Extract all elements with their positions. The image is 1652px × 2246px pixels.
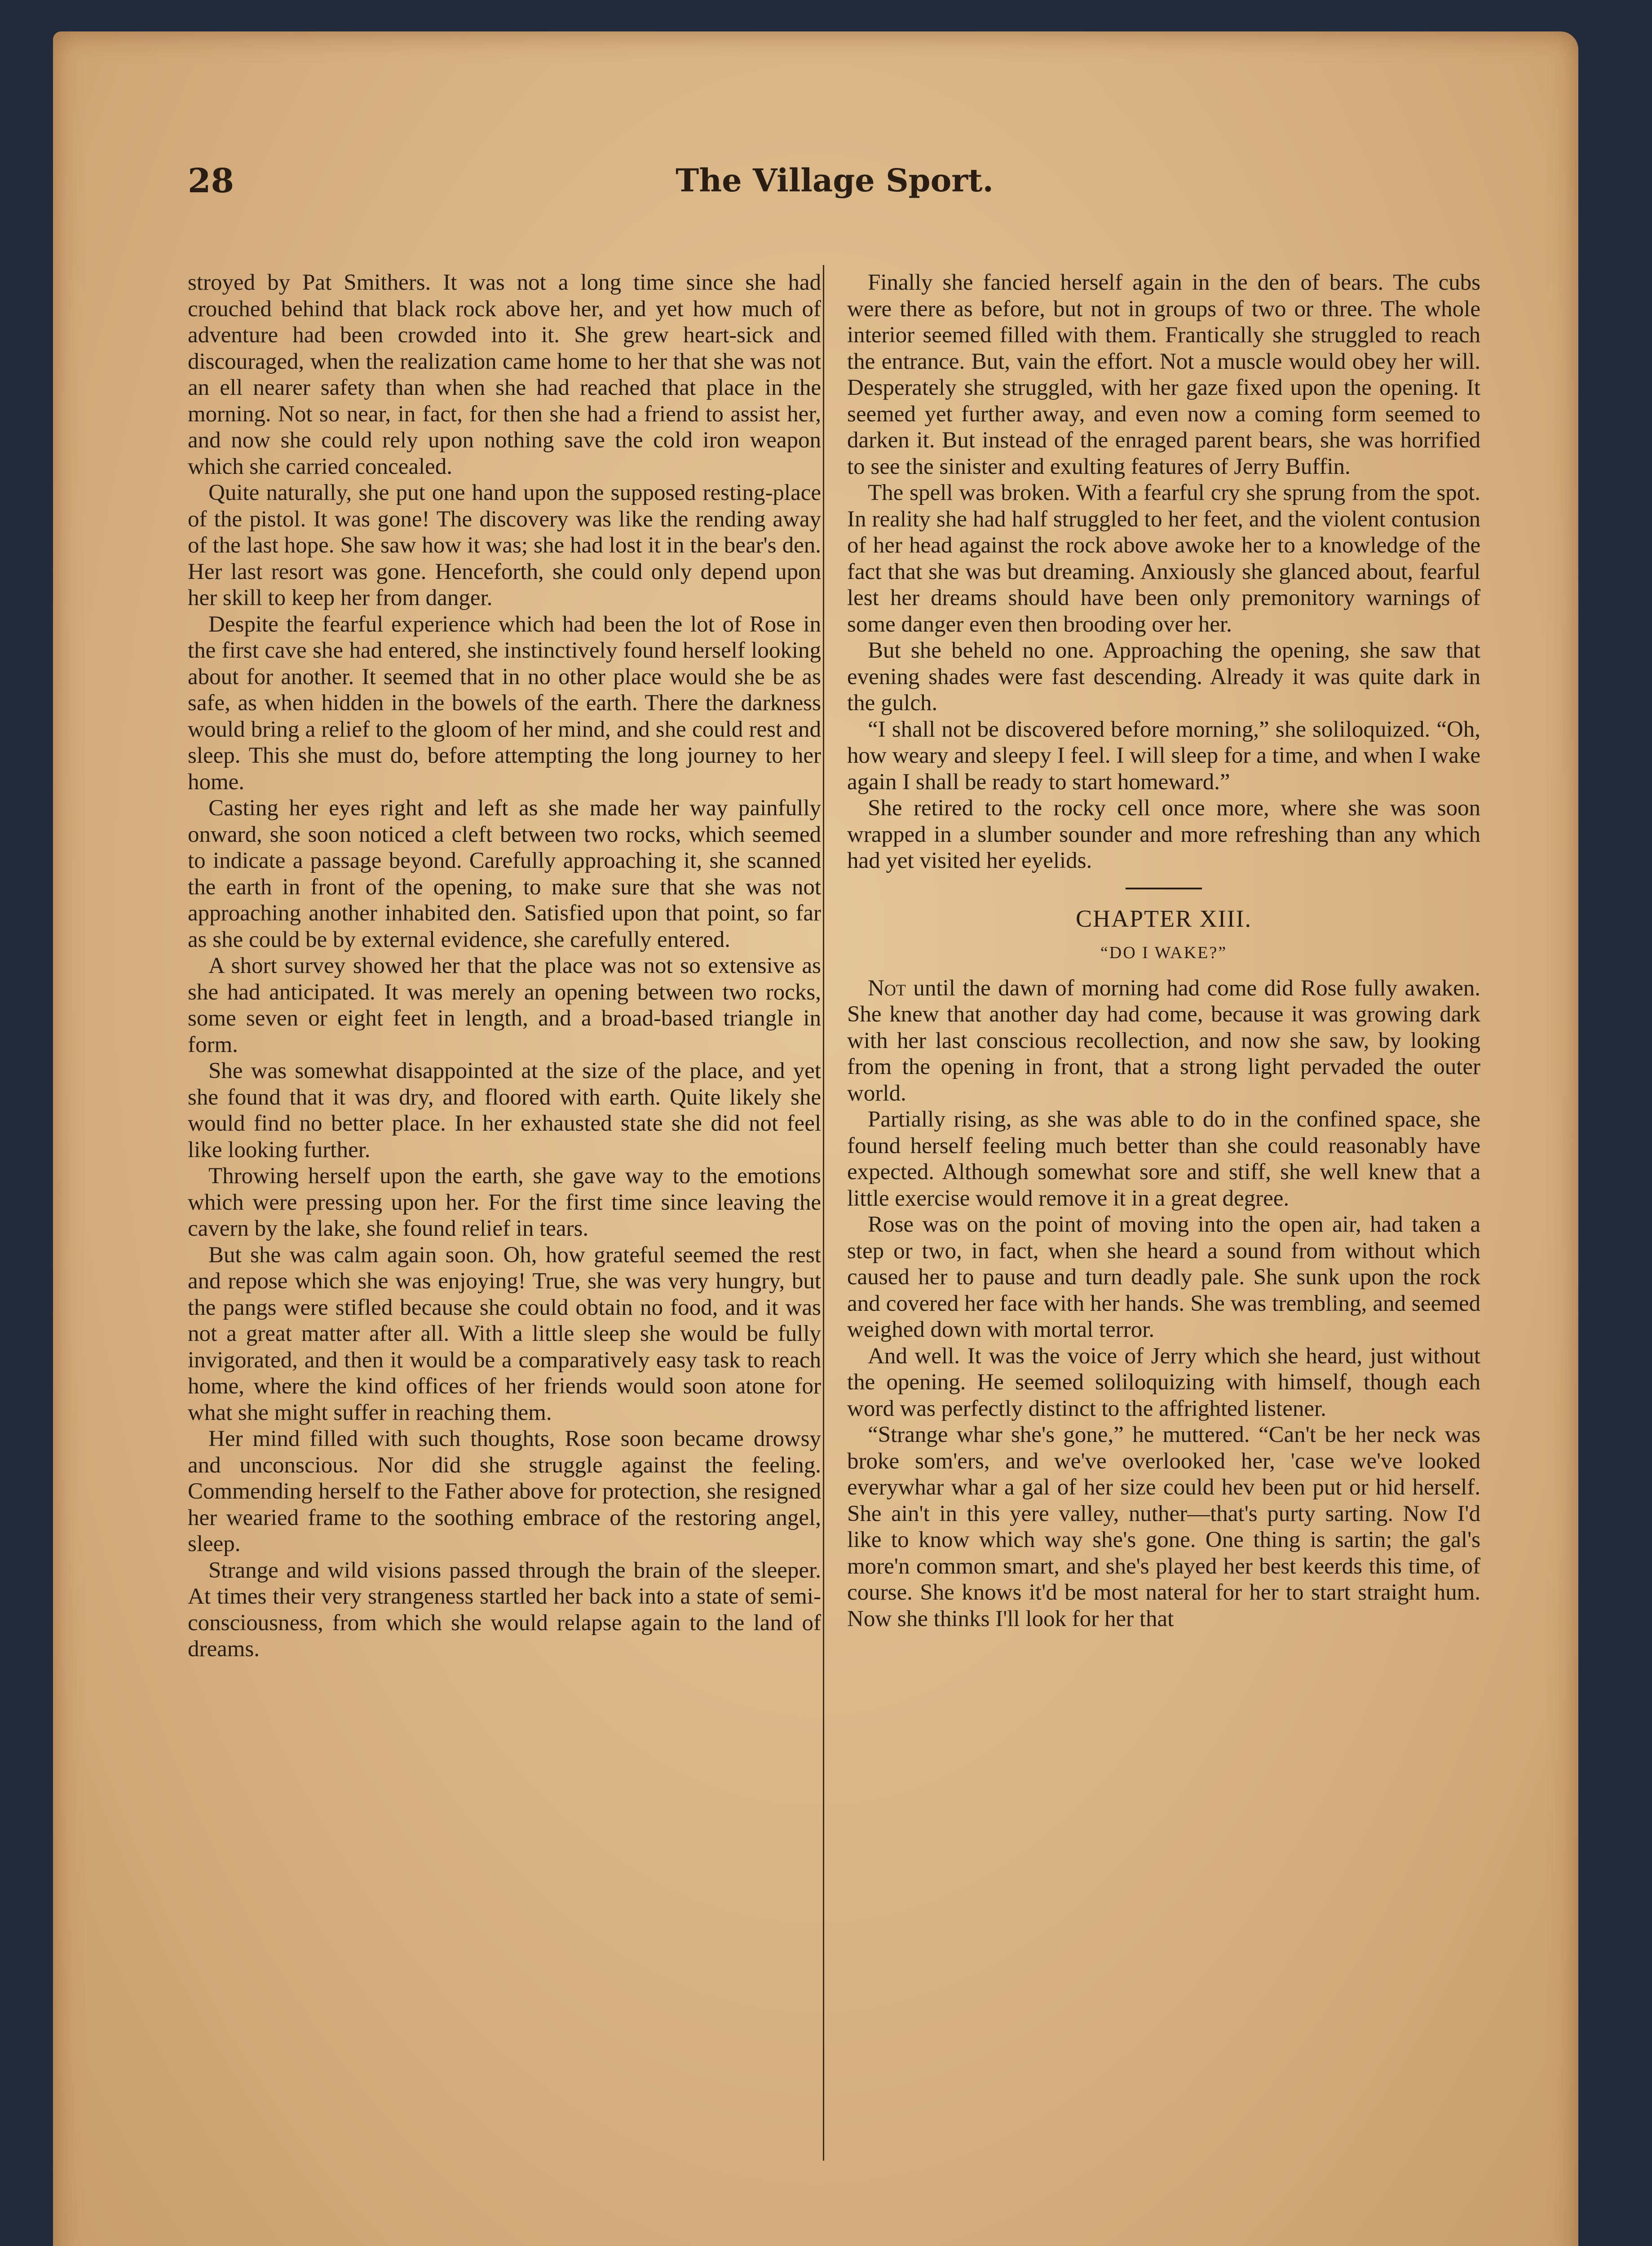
paragraph: She retired to the rocky cell once more, where she was soon wrapped in a slumber sounder and more refreshing than any which had yet visited her eyelids. (847, 796, 1480, 873)
paragraph: “I shall not be discovered before morning,” she soliloquized. “Oh, how weary and sleepy I feel. I will sleep for a time, and when I wake again I shall be ready to start homeward.” (847, 716, 1480, 795)
paragraph: Casting her eyes right and left as she made her way painfully onward, she soon noticed a cleft between two rocks, which seemed to indicate a passage beyond. Carefully approaching it, she scanned the earth in front of the opening, to make sure that she was not approaching another inhabited den. Satisfied upon that point, so far as she could be by external evidence, she carefully entered. (188, 796, 821, 952)
page-number: 28 (188, 162, 234, 200)
paragraph: The spell was broken. With a fearful cry she sprung from the spot. In reality she had half struggled to her feet, and the violent contusion of her head against the rock above awoke her to a knowledge of the fact that she was but dreaming. Anxiously she glanced about, fearful lest her dreams should have been only premonitory warnings of some danger even then brooding over her. (847, 480, 1480, 637)
paragraph: “Strange whar she's gone,” he muttered. “Can't be her neck was broke som'ers, and we've overlooked her, 'case we've looked everywhar whar a gal of her size could hev been put or hid herself. She ain't in this yere valley, nuther—that's purty sarting. Now I'd like to know which way she's gone. One thing is sartin; the gal's more'n common smart, and she's played her best keerds this time, of course. She knows it'd be most nateral for her to start straight hum. Now she thinks I'll look for her that (847, 1422, 1480, 1631)
paragraph: A short survey showed her that the place was not so extensive as she had anticipated. It was merely an opening between two rocks, some seven or eight feet in length, and a broad-based triangle in form. (188, 953, 821, 1057)
paragraph: But she was calm again soon. Oh, how grateful seemed the rest and repose which she was enjoying! True, she was very hungry, but the pangs were stifled because she could obtain no food, and it was not a great matter after all. With a little sleep she would be fully invigorated, and then it would be a comparatively easy task to reach home, where the kind offices of her friends would soon atone for what she might suffer in reaching them. (188, 1242, 821, 1425)
paragraph: Strange and wild visions passed through the brain of the sleeper. At times their very strangeness startled her back into a state of semi-consciousness, from which she would relapse again to the land of dreams. (188, 1557, 821, 1662)
column-divider (823, 265, 824, 2161)
paragraph: And well. It was the voice of Jerry which she heard, just without the opening. He seemed soliloquizing with himself, though each word was perfectly distinct to the affrighted listener. (847, 1343, 1480, 1421)
paragraph: She was somewhat disappointed at the size of the place, and yet she found that it was dry, and floored with earth. Quite likely she would find no better place. In her exhausted state she did not feel like looking further. (188, 1058, 821, 1163)
newspaper-page (53, 31, 1578, 2246)
chapter-subtitle: “DO I WAKE?” (1100, 943, 1228, 962)
left-column (188, 270, 821, 1662)
paragraph: Finally she fancied herself again in the den of bears. The cubs were there as before, but not in groups of two or three. The whole interior seemed filled with them. Frantically she struggled to reach the entrance. But, vain the effort. Not a muscle would obey her will. Desperately she struggled, with her gaze fixed upon the opening. It seemed yet further away, and even now a coming form seemed to darken it. But instead of the enraged parent bears, she was horrified to see the sinister and exulting features of Jerry Buffin. (847, 270, 1480, 479)
chapter-opening-paragraph (847, 975, 1480, 1107)
paragraph: But she beheld no one. Approaching the opening, she saw that evening shades were fast descending. Already it was quite dark in the gulch. (847, 638, 1480, 716)
paragraph: Her mind filled with such thoughts, Rose soon became drowsy and unconscious. Nor did she struggle against the feeling. Commending herself to the Father above for protection, she resigned her wearied frame to the soothing embrace of the restoring angel, sleep. (188, 1426, 821, 1556)
paragraph: stroyed by Pat Smithers. It was not a long time since she had crouched behind that black rock above her, and yet how much of adventure had been crowded into it. She grew heart-sick and discouraged, when the realization came home to her that she was not an ell nearer safety than when she had reached that place in the morning. Not so near, in fact, for then she had a friend to assist her, and now she could rely upon nothing save the cold iron weapon which she carried concealed. (188, 270, 821, 479)
paragraph: Despite the fearful experience which had been the lot of Rose in the first cave she had entered, she instinctively found herself looking about for another. It seemed that in no other place would she be as safe, as when hidden in the bowels of the earth. There the darkness would bring a relief to the gloom of her mind, and she could rest and sleep. This she must do, before attempting the long journey to her home. (188, 611, 821, 795)
paragraph: Throwing herself upon the earth, she gave way to the emotions which were pressing upon her. For the first time since leaving the cavern by the lake, she found relief in tears. (188, 1163, 821, 1241)
paragraph: Rose was on the point of moving into the open air, had taken a step or two, in fact, when she heard a sound from without which caused her to pause and turn deadly pale. She sunk upon the rock and covered her face with her hands. She was trembling, and seemed weighed down with mortal terror. (847, 1212, 1480, 1342)
chapter-separator (1126, 888, 1202, 889)
opening-text: until the dawn of morning had come did Rose fully awaken. She knew that another day had come, because it was growing dark with her last conscious recollection, and now she saw, by looking from the opening in front, that a strong light pervaded the outer world. (847, 975, 1480, 1106)
drop-words: Not (868, 975, 906, 1001)
right-column (847, 270, 1480, 1632)
paragraph: Partially rising, as she was able to do in the confined space, she found herself feeling much better than she could reasonably have expected. Although somewhat sore and stiff, she well knew that a little exercise would remove it in a great degree. (847, 1107, 1480, 1211)
page-header (188, 157, 1481, 216)
chapter-title: CHAPTER XIII. (1076, 905, 1252, 932)
running-title: The Village Sport. (676, 162, 994, 199)
paragraph: Quite naturally, she put one hand upon the supposed resting-place of the pistol. It was gone! The discovery was like the rending away of the last hope. She saw how it was; she had lost it in the bear's den. Her last resort was gone. Henceforth, she could only depend upon her skill to keep her from danger. (188, 480, 821, 610)
